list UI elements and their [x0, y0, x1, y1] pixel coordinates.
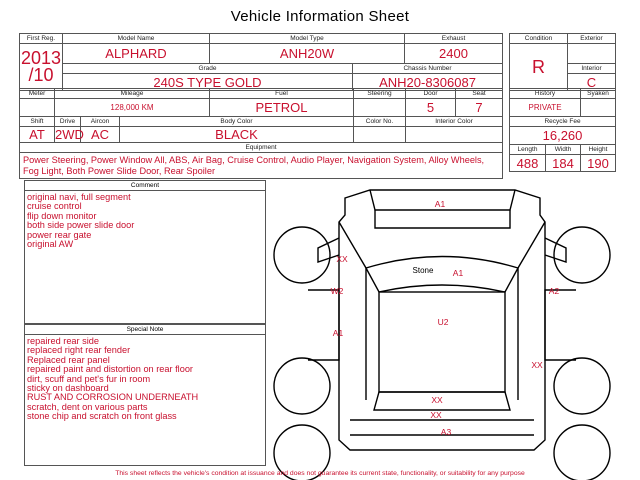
sheet-title: Vehicle Information Sheet [230, 8, 410, 25]
fuel: PETROL [210, 99, 354, 117]
drive-label: Drive [55, 117, 81, 127]
special-note-label: Special Note [25, 325, 265, 335]
mark-windshield: A1 [452, 268, 464, 278]
door-label: Door [406, 89, 456, 99]
special-note-line: sticky on dashboard [27, 383, 109, 394]
roof [379, 292, 505, 392]
length: 488 [510, 155, 546, 172]
mark-right-front-door: A2 [548, 286, 560, 296]
door: 5 [406, 99, 456, 117]
mark-right-rear-fender: XX [531, 360, 543, 370]
drive: 2WD [55, 127, 84, 142]
grade-label: Grade [63, 64, 353, 74]
first-reg-label: First Reg. [20, 34, 63, 44]
fuel-label: Fuel [210, 89, 354, 99]
comment-line: power rear gate [27, 229, 92, 240]
wheel-rear-right [554, 358, 610, 414]
condition-label: Condition [510, 34, 568, 44]
exhaust-label: Exhaust [405, 34, 503, 44]
comment-line: original navi, full segment [27, 192, 131, 202]
mark-rear-panel: XX [430, 410, 442, 420]
mark-rear-bumper: A3 [440, 427, 452, 437]
special-note-line: replaced right rear fender [27, 345, 131, 356]
height: 190 [581, 155, 616, 172]
first-reg-year: 2013 [20, 48, 62, 68]
right-pillar [518, 222, 545, 400]
width-label: Width [546, 145, 581, 155]
special-note-line: RUST AND CORROSION UNDERNEATH [27, 392, 199, 403]
mark-front-bumper: A1 [434, 199, 446, 209]
left-door [308, 290, 339, 360]
special-note-line: stone chip and scratch on front glass [27, 411, 177, 422]
aircon-label: Aircon [81, 117, 120, 127]
shift: AT [20, 127, 55, 143]
color-no-label: Color No. [354, 117, 406, 127]
comment-line: cruise control [27, 201, 82, 212]
model-type: ANH20W [210, 44, 405, 64]
mark-left-rear-door: A1 [332, 328, 344, 338]
special-note-line: repaired rear side [27, 336, 100, 346]
aircon: AC [81, 127, 120, 143]
disclaimer: This sheet reflects the vehicle's condition at issuance and does not guarantee its current state, functionality, or suitability for any purpose [115, 470, 525, 477]
model-name-label: Model Name [63, 34, 210, 44]
special-note-line: Replaced rear panel [27, 354, 110, 365]
chassis-label: Chassis Number [353, 64, 503, 74]
steering-label: Steering [354, 89, 406, 99]
width: 184 [546, 155, 581, 172]
special-note-line: scratch, dent on various parts [27, 401, 148, 412]
first-reg-month: /10 [28, 65, 54, 85]
interior-label: Interior [568, 64, 616, 74]
comment-line: both side power slide door [27, 220, 135, 231]
mark-rear-gate: XX [431, 395, 443, 405]
equipment-list: Power Steering, Power Window All, ABS, Air Bag, Cruise Control, Audio Player, Navigation System, Alloy Wheels, Fog Light, Both Power Slide Door, Rear Spoiler [20, 153, 503, 179]
height-label: Height [581, 145, 616, 155]
syaken-label: Syaken [581, 89, 616, 99]
comment-label: Comment [25, 181, 265, 191]
special-note-line: repaired paint and distortion on rear floor [27, 364, 193, 375]
model-name: ALPHARD [63, 44, 210, 64]
length-label: Length [510, 145, 546, 155]
equipment-label: Equipment [20, 143, 503, 153]
mark-roof: U2 [437, 317, 449, 327]
condition-grade: R [510, 44, 568, 91]
windshield [366, 257, 518, 293]
comment-line: original AW [27, 239, 74, 250]
special-note-line: dirt, scuff and pet's fur in room [27, 373, 151, 384]
mark-left-front-door: W2 [330, 286, 344, 296]
interior-grade: C [568, 74, 616, 91]
seat: 7 [456, 99, 503, 117]
comment-line: flip down monitor [27, 210, 97, 221]
body-color-label: Body Color [120, 117, 354, 127]
mark-windshield-stone: Stone [412, 266, 434, 275]
wheel-front-right [554, 227, 610, 283]
wheel-rear-left [274, 358, 330, 414]
history: PRIVATE [510, 99, 581, 117]
recycle-fee-label: Recycle Fee [510, 117, 616, 127]
body-color: BLACK [120, 127, 354, 143]
recycle-fee: 16,260 [510, 127, 616, 145]
hood [375, 210, 510, 228]
left-pillar [339, 222, 366, 400]
history-label: History [510, 89, 581, 99]
right-door [545, 290, 576, 360]
meter-label: Meter [20, 89, 55, 99]
chassis-number: ANH20-8306087 [353, 74, 503, 91]
interior-color-label: Interior Color [406, 117, 503, 127]
exhaust: 2400 [405, 44, 503, 64]
mileage: 128,000 KM [55, 99, 210, 117]
mileage-label: Mileage [55, 89, 210, 99]
grade: 240S TYPE GOLD [63, 74, 353, 91]
model-type-label: Model Type [210, 34, 405, 44]
wheel-front-left [274, 227, 330, 283]
shift-label: Shift [20, 117, 55, 127]
mark-left-fender: XX [336, 254, 348, 264]
seat-label: Seat [456, 89, 503, 99]
exterior-label: Exterior [568, 34, 616, 44]
right-mirror [545, 238, 566, 262]
